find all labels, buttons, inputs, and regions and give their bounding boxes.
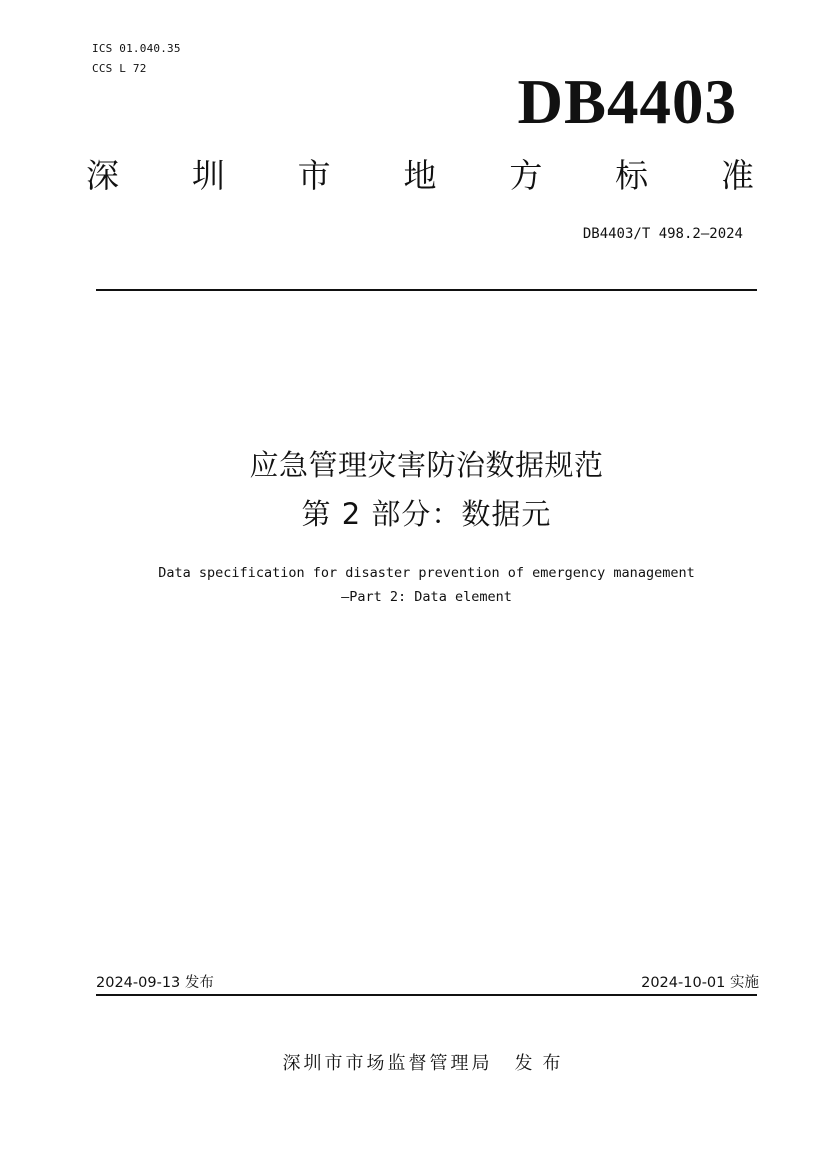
standard-type-char: 标 xyxy=(615,156,649,195)
standard-type-char: 圳 xyxy=(191,156,225,195)
issuer-name: 深圳市市场监督管理局 xyxy=(282,1053,493,1074)
ics-code: ICS 01.040.35 xyxy=(92,42,181,55)
standard-type-char: 市 xyxy=(297,156,331,195)
implementation-date: 2024-10-01 实施 xyxy=(641,975,759,991)
standard-type-char: 准 xyxy=(720,156,754,195)
issuer-action: 发布 xyxy=(514,1053,571,1074)
title-cn-main: 应急管理灾害防治数据规范 xyxy=(249,448,604,482)
standard-type-char: 地 xyxy=(403,156,437,195)
standard-type-char: 深 xyxy=(86,156,119,195)
header-divider xyxy=(96,289,757,291)
standard-number: DB4403/T 498.2—2024 xyxy=(582,226,743,242)
standard-type xyxy=(86,154,754,198)
title-en-part: —Part 2: Data element xyxy=(341,589,512,605)
title-cn-part: 第 2 部分：数据元 xyxy=(301,497,552,531)
title-en-main: Data specification for disaster prevention of emergency management xyxy=(158,565,695,581)
standard-type-char: 方 xyxy=(509,156,543,195)
issuer-line xyxy=(0,1052,815,1076)
db-code-logo: DB4403 xyxy=(517,67,737,137)
footer-divider xyxy=(96,994,757,996)
ccs-code: CCS L 72 xyxy=(92,62,147,75)
issue-date: 2024-09-13 发布 xyxy=(96,975,214,991)
